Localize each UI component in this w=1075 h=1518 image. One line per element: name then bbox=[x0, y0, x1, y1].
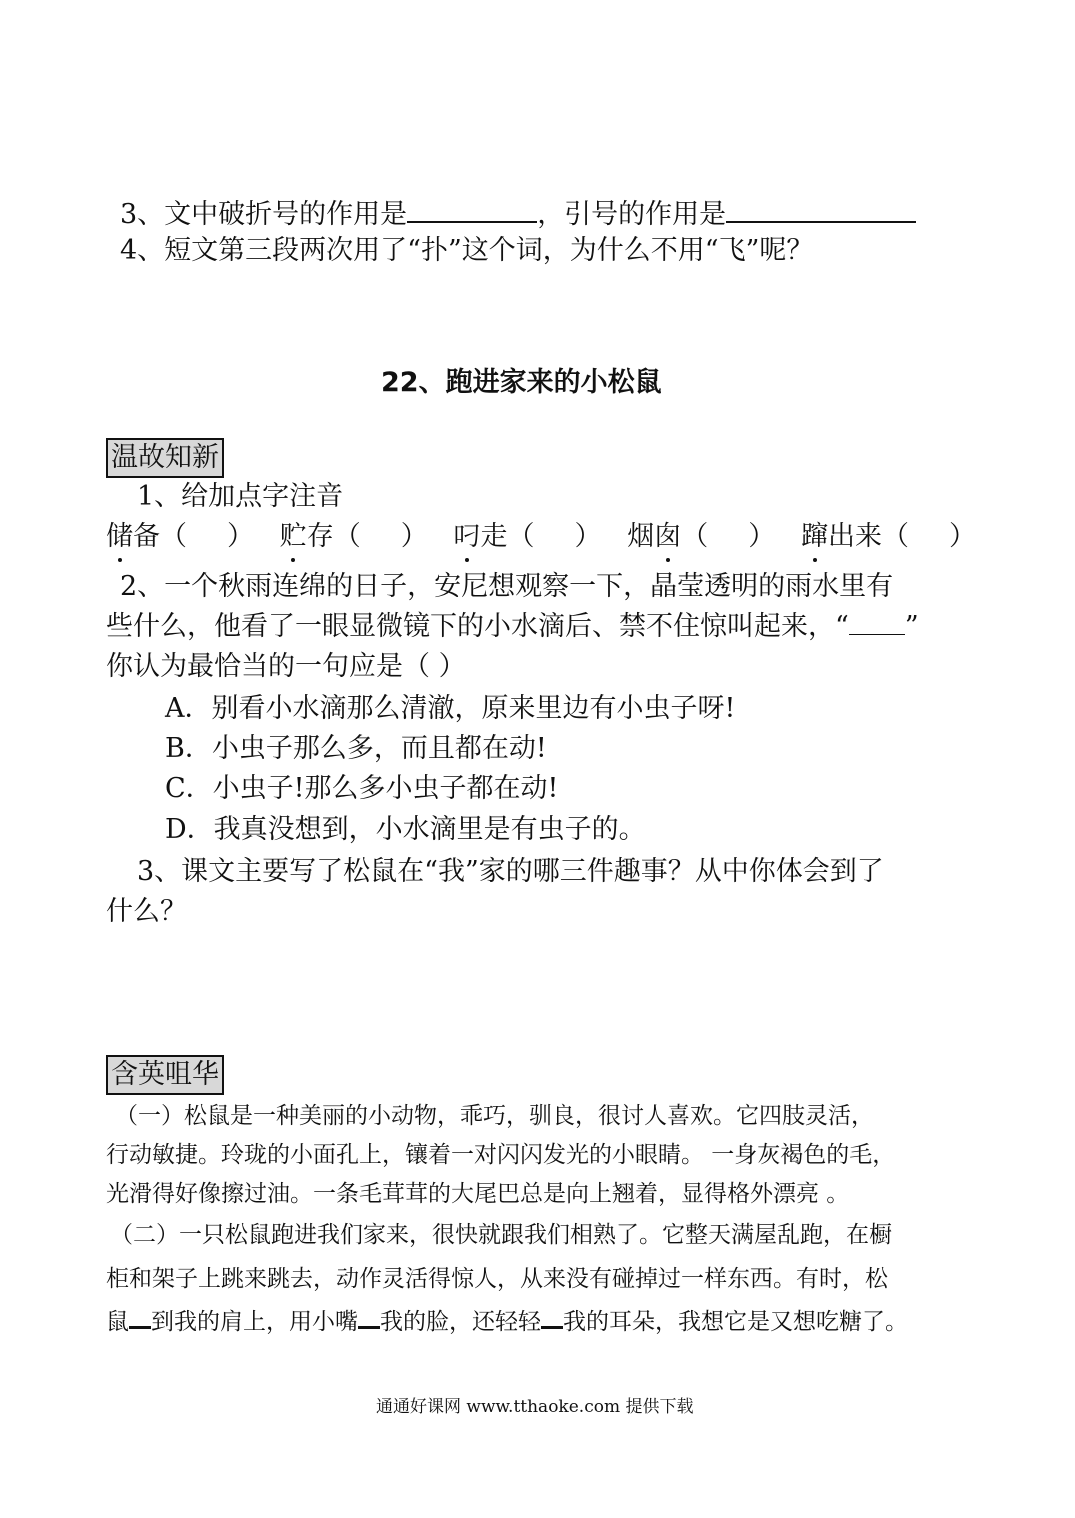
paragraph-2-line-3: 鼠 到我的肩上，用小嘴 我的脸，还轻轻 我的耳朵，我想它是又想吃糖了。 bbox=[106, 1306, 908, 1337]
option-d[interactable]: D．我真没想到，小水滴里是有虫子的。 bbox=[165, 814, 646, 845]
question-2-line-1: 2、一个秋雨连绵的日子，安尼想观察一下，晶莹透明的雨水里有 bbox=[120, 571, 894, 602]
pinyin-item: 贮存（ ） bbox=[279, 521, 428, 552]
fill-blank[interactable] bbox=[129, 1306, 151, 1329]
paragraph-1-line-2: 行动敏捷。玲珑的小面孔上，镶着一对闪闪发光的小眼睛。 一身灰褐色的毛， bbox=[106, 1142, 896, 1168]
pinyin-item: 烟囱（ ） bbox=[627, 521, 776, 552]
question-2-line-2: 些什么，他看了一眼显微镜下的小水滴后、禁不住惊叫起来，“ ” bbox=[106, 611, 919, 642]
paragraph-1-line-3: 光滑得好像擦过油。一条毛茸茸的大尾巴总是向上翘着，显得格外漂亮 。 bbox=[106, 1181, 850, 1207]
pinyin-item: 储备（ ） bbox=[106, 521, 254, 552]
paragraph-1-line-1: （一）松鼠是一种美丽的小动物，乖巧，驯良，很讨人喜欢。它四肢灵活， bbox=[115, 1103, 874, 1129]
question-3-text-b: ，引号的作用是 bbox=[537, 199, 727, 230]
dotted-char: 囱 bbox=[654, 521, 682, 552]
section-label-reading: 含英咀华 bbox=[106, 1055, 224, 1095]
question-1-title: 1、给加点字注音 bbox=[137, 481, 344, 512]
fill-blank[interactable] bbox=[358, 1306, 380, 1329]
lesson-title: 22、跑进家来的小松鼠 bbox=[381, 367, 662, 398]
option-b[interactable]: B．小虫子那么多，而且都在动! bbox=[165, 733, 547, 764]
question-3-top bbox=[120, 195, 916, 232]
pinyin-item: 叼走（ ） bbox=[453, 521, 602, 552]
answer-blank[interactable] bbox=[849, 610, 905, 635]
dotted-char: 蹿 bbox=[801, 521, 828, 552]
question-3-line-1: 3、课文主要写了松鼠在“我”家的哪三件趣事？从中你体会到了 bbox=[137, 856, 884, 887]
option-a[interactable]: A．别看小水滴那么清澈，原来里边有小虫子呀! bbox=[165, 693, 736, 724]
question-3-line-2: 什么？ bbox=[106, 896, 187, 927]
section-label-review: 温故知新 bbox=[106, 438, 224, 478]
paragraph-2-line-2: 柜和架子上跳来跳去，动作灵活得惊人，从来没有碰掉过一样东西。有时，松 bbox=[106, 1266, 888, 1292]
paragraph-2-line-1: （二）一只松鼠跑进我们家来，很快就跟我们相熟了。它整天满屋乱跑，在橱 bbox=[110, 1222, 892, 1248]
pinyin-row bbox=[106, 520, 976, 554]
question-4-top: 4、短文第三段两次用了“扑”这个词，为什么不用“飞”呢？ bbox=[120, 235, 814, 266]
pinyin-item: 蹿出来（ ） bbox=[801, 521, 976, 552]
dotted-char: 储 bbox=[106, 521, 133, 552]
answer-blank[interactable] bbox=[407, 195, 537, 223]
footer-credit: 通通好课网 www.tthaoke.com 提供下载 bbox=[376, 1397, 694, 1417]
dotted-char: 叼 bbox=[453, 521, 481, 552]
option-c[interactable]: C．小虫子!那么多小虫子都在动! bbox=[165, 773, 559, 804]
dotted-char: 贮 bbox=[279, 521, 307, 552]
question-3-text-a: 3、文中破折号的作用是 bbox=[120, 199, 408, 230]
answer-blank[interactable] bbox=[726, 195, 916, 223]
fill-blank[interactable] bbox=[541, 1306, 563, 1329]
question-2-line-3: 你认为最恰当的一句应是（ ） bbox=[106, 651, 466, 682]
